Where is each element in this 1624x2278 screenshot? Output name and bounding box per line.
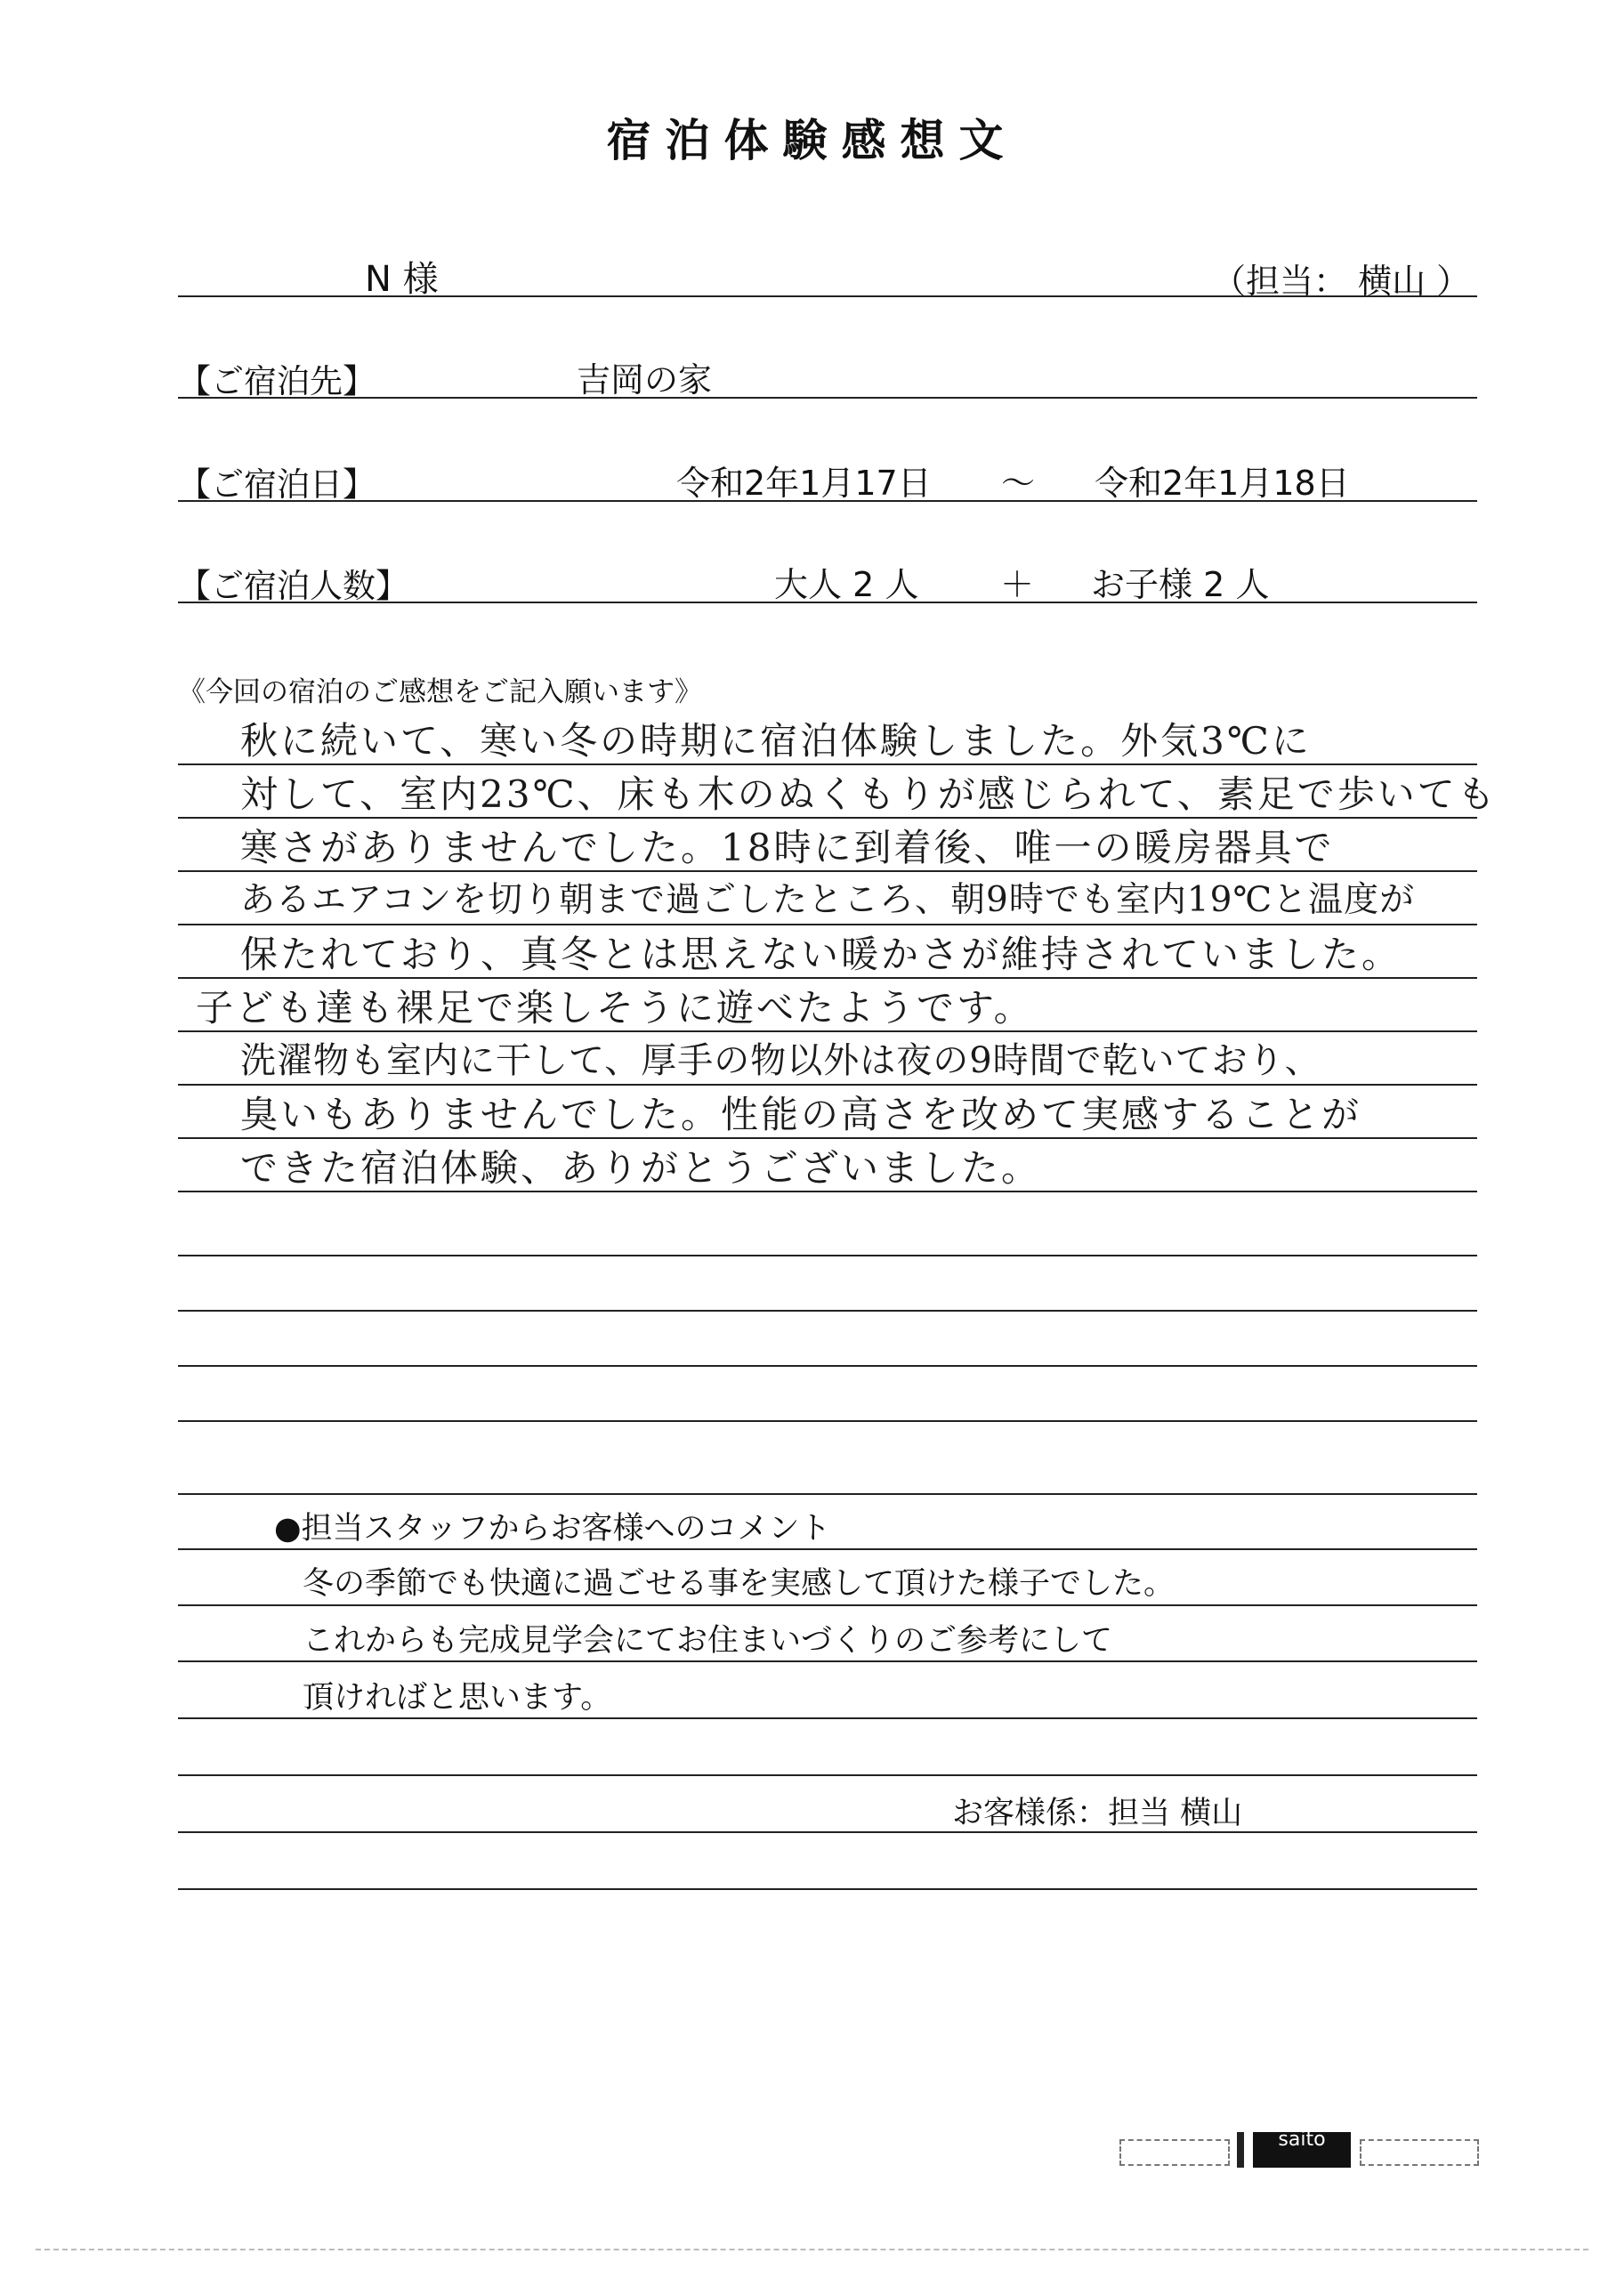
footer-dashed-box-right <box>1360 2139 1479 2166</box>
stay-date-from: 令和2年1月17日 <box>676 464 932 503</box>
blank-rule-4 <box>178 1420 1477 1422</box>
footer-dashed-line <box>36 2249 1588 2250</box>
footer-dashed-box-left <box>1119 2139 1230 2166</box>
footer-bar <box>1237 2132 1244 2168</box>
staff-note: （担当： 横山 ） <box>1212 262 1471 301</box>
guests-plus: ＋ <box>1000 565 1035 604</box>
comment-rule-2 <box>178 1604 1477 1606</box>
impression-line-9: できた宿泊体験、ありがとうございました。 <box>240 1146 1042 1190</box>
guests-label: 【ご宿泊人数】 <box>178 567 408 605</box>
impression-rule-9 <box>178 1191 1477 1192</box>
blank-rule-2 <box>178 1310 1477 1312</box>
comment-line-3: 頂ければと思います。 <box>303 1680 612 1716</box>
stay-place-label: 【ご宿泊先】 <box>178 362 376 400</box>
comment-heading: ●担当スタッフからお客様へのコメント <box>274 1511 831 1547</box>
customer-name: N 様 <box>365 259 439 300</box>
signature-rule <box>178 1831 1477 1833</box>
impression-line-2: 対して、室内23℃、床も木のぬくもりが感じられて、素足で歩いても <box>240 772 1498 816</box>
footer-logo-strip <box>1119 2132 1484 2168</box>
stay-place-value: 吉岡の家 <box>577 360 713 400</box>
impression-line-3: 寒さがありませんでした。18時に到着後、唯一の暖房器具で <box>240 826 1335 869</box>
comment-line-2: これからも完成見学会にてお住まいづくりのご参考にして <box>303 1623 1113 1659</box>
signature: お客様係：担当 横山 <box>952 1796 1243 1831</box>
stay-date-label: 【ご宿泊日】 <box>178 465 376 504</box>
impression-line-6: 子ども達も裸足で楽しそうに遊べたようです。 <box>196 986 1034 1030</box>
rule-date <box>178 500 1477 502</box>
rule-place <box>178 397 1477 399</box>
comment-rule-5 <box>178 1774 1477 1776</box>
stay-date-separator: ～ <box>1001 464 1036 503</box>
stay-date-to: 令和2年1月18日 <box>1095 464 1350 503</box>
impression-line-8: 臭いもありませんでした。性能の高さを改めて実感することが <box>240 1093 1362 1136</box>
impression-line-1: 秋に続いて、寒い冬の時期に宿泊体験しました。外気3℃に <box>240 719 1312 763</box>
impression-line-4: あるエアコンを切り朝まで過ごしたところ、朝9時でも室内19℃と温度が <box>240 880 1416 920</box>
blank-rule-1 <box>178 1255 1477 1256</box>
bottom-rule <box>178 1888 1477 1890</box>
footer-logo: saito <box>1253 2132 1351 2168</box>
comment-rule-1 <box>178 1548 1477 1550</box>
impression-line-7: 洗濯物も室内に干して、厚手の物以外は夜の9時間で乾いており、 <box>240 1040 1321 1081</box>
page-title: 宿泊体験感想文 <box>606 115 1018 166</box>
rule-name <box>178 295 1477 297</box>
guests-adults: 大人 2 人 <box>774 565 919 604</box>
comment-rule-4 <box>178 1717 1477 1719</box>
blank-rule-5 <box>178 1493 1477 1495</box>
comment-rule-3 <box>178 1660 1477 1662</box>
guests-children: お子様 2 人 <box>1091 565 1270 604</box>
impression-line-5: 保たれており、真冬とは思えない暖かさが維持されていました。 <box>240 933 1402 976</box>
comment-line-1: 冬の季節でも快適に過ごせる事を実感して頂けた様子でした。 <box>303 1566 1176 1602</box>
blank-rule-3 <box>178 1365 1477 1367</box>
rule-guests <box>178 602 1477 603</box>
impression-heading: 《今回の宿泊のご感想をご記入願います》 <box>178 676 702 708</box>
